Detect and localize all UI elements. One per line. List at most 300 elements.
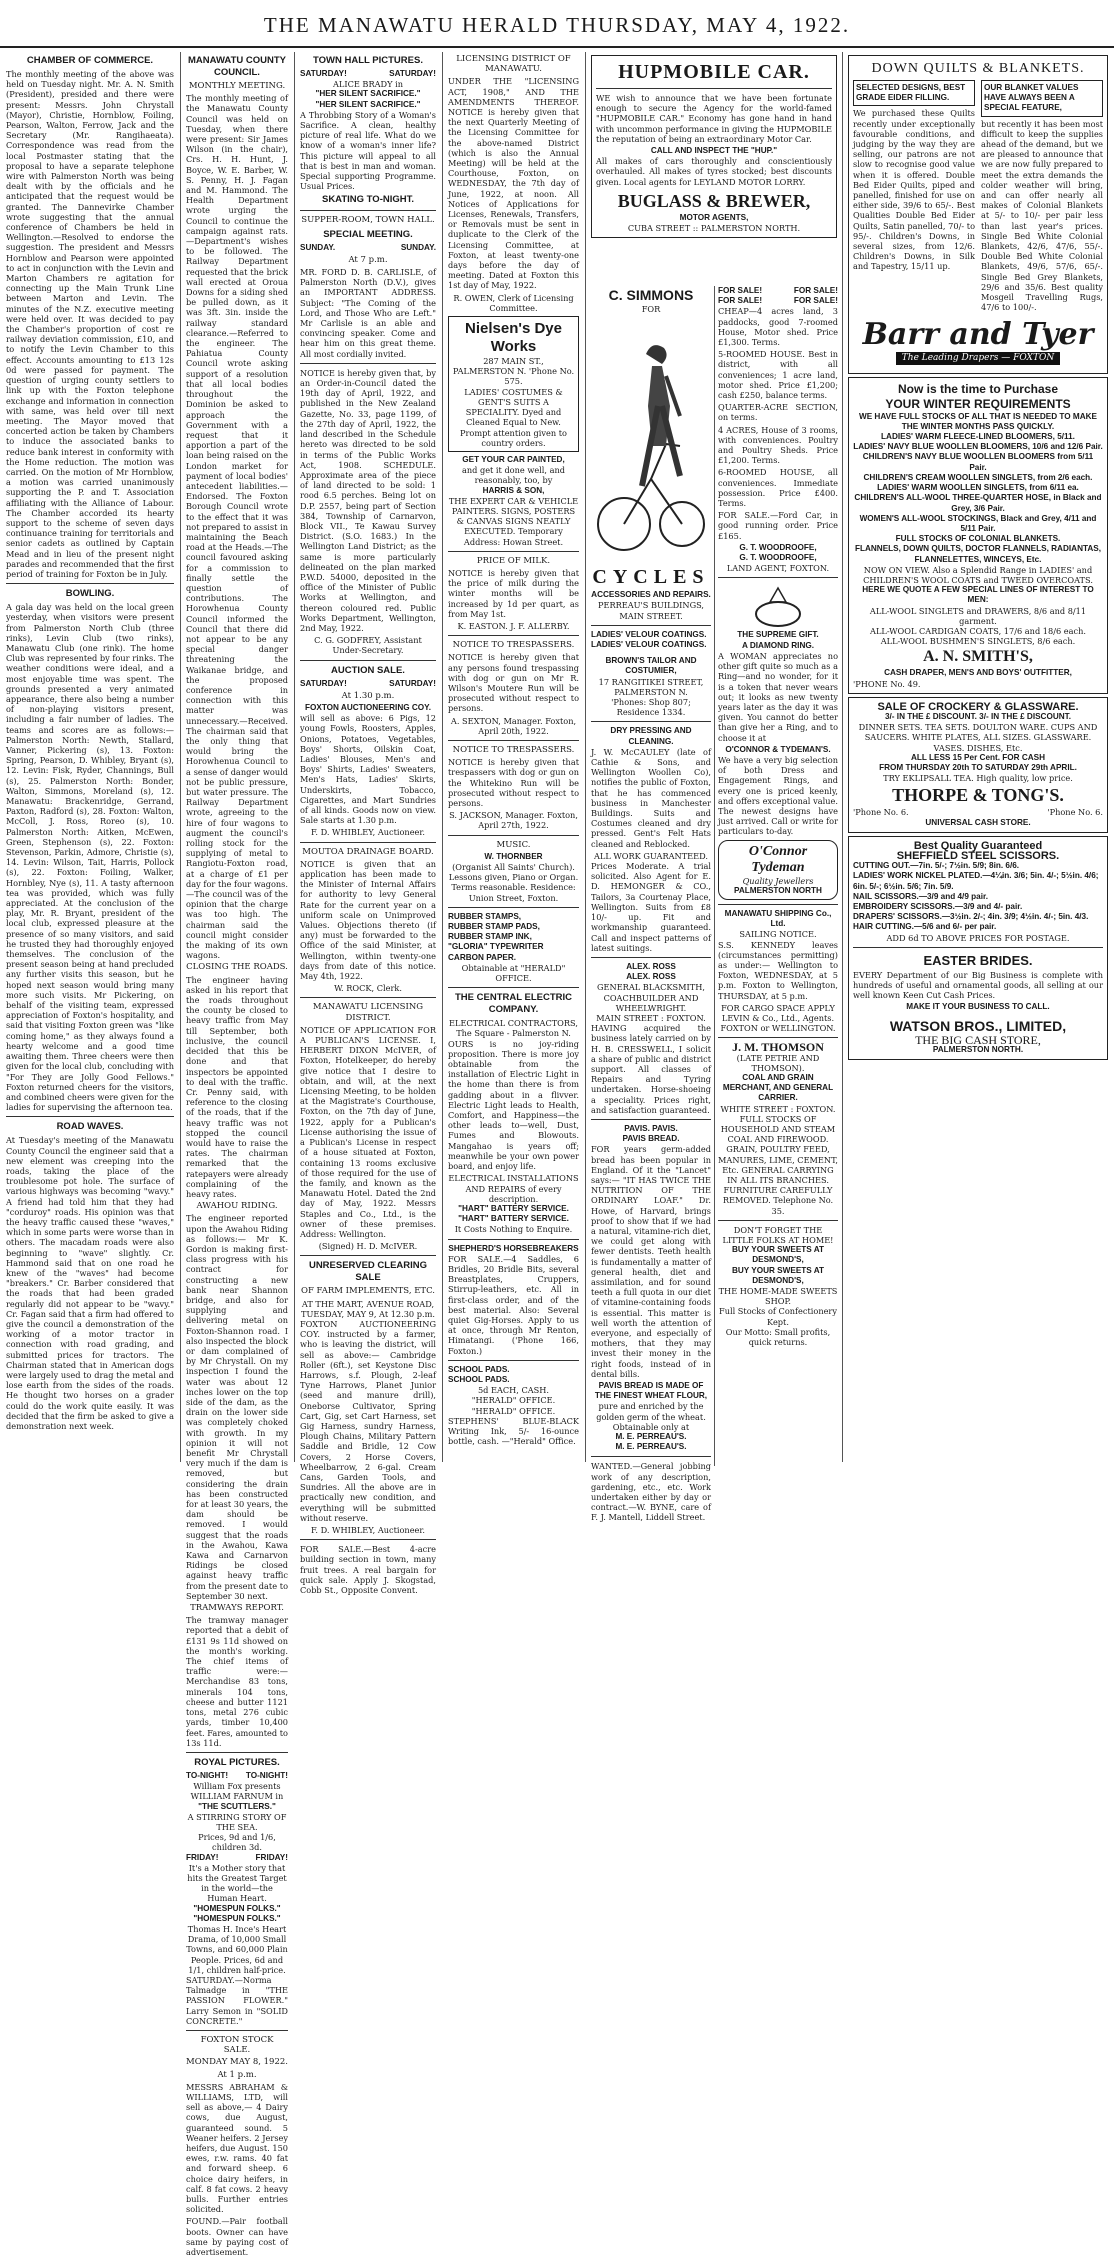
- for-sale-row: [718, 286, 838, 296]
- awahou-article: The engineer reported upon the Awahou Riding as follows:— Mr K. Gordon is making first-class progress with his contract for constructing a new bank near Shannon bridge, and also for supplying and delivering metal on Foxton-Shannon road. I also inspected the block or dam complained of by Mr Chrystall. On my inspection I found the water was about 12 inches lower on the top side of the dam, as the drain on the lower side was completely choked with growth. In my opinion it will not benefit Mr Chrystall very much if the dam is removed, but considering the drain has been constructed for at least 30 years, the dam should be removed. I would suggest that the roads in the Awahou, Kawa Kawa and Carnarvon Ridings be closed against heavy traffic from the present date to September 30 next.: [186, 1213, 288, 1601]
- column-rule: [585, 52, 586, 1462]
- divider: [300, 1539, 436, 1540]
- scuttlers-title: "THE SCUTTLERS.": [198, 1801, 276, 1811]
- divider: [448, 635, 579, 636]
- stamp-line: "GLORIA" TYPEWRITER CARBON PAPER.: [448, 942, 544, 962]
- thorpe-tong: THORPE & TONG'S.: [892, 785, 1064, 806]
- column-rule: [180, 52, 181, 1462]
- winter-line: ALL-WOOL SINGLETS and DRAWERS, 8/6 and 8/11 garment.: [869, 605, 1087, 626]
- watson-bros: WATSON BROS., LIMITED,: [889, 1017, 1067, 1034]
- royal-presents: William Fox presents WILLIAM FARNUM in: [190, 1781, 284, 1802]
- listing: FOR SALE.—Ford Car, in good running order. Price £165.: [718, 510, 838, 541]
- hupmobile-text: WE wish to announce that we have been fortunate enough to secure the Agency for the world-famed "HUPMOBILE CAR." Economy has gone hand in hand with uncommon performance in giving the HUPMOBILE the reputation of being an extraordinary Motor Car.: [596, 93, 832, 144]
- simmons-title: C. SIMMONS: [608, 287, 694, 303]
- down-quilts-title: DOWN QUILTS & BLANKETS.: [871, 61, 1085, 76]
- school-pads: SCHOOL PADS.: [448, 1374, 510, 1384]
- phone-row: [853, 807, 1103, 817]
- scissors-line: DRAPERS' SCISSORS.—3½in. 2/-; 4in. 3/9; 4½in. 4/-; 5in. 4/3.: [853, 912, 1089, 922]
- brown-phones: 'Phones: Shop 807; Residence 1334.: [611, 697, 691, 718]
- easter-text: EVERY Department of our Big Business is complete with hundreds of useful and ornamental goods, all selling at our well known Keen Cut Cash Prices.: [853, 969, 1103, 1001]
- down-quilts-ad: [848, 55, 1108, 374]
- winter-line: FLANNELS, DOWN QUILTS, DOCTOR FLANNELS, RADIANTAS, FLANNELETTES, WINCEYS, Etc.: [854, 544, 1102, 564]
- pavis-text: FOR years germ-added bread has been popular in England. Of it the "Lancet" says:— "IT HAS TWICE THE NUTRITION OF THE ORDINARY LOAF." Dr. Howe, of Harvard, brings proof to show that if we had a natural, vitamine-rich diet, we could get along with fewer dentists. Teeth health is fundamentally a matter of general health, diet and assimilation, and for sound teeth a full quota in our diet of vitamine-containing foods is essential. This matter is well worth the attention of everyone, and especially of mothers, that they may invest their money in the right foods, instead of in dental bills.: [591, 1144, 711, 1379]
- divider: [718, 577, 838, 578]
- for-sale-row: [718, 296, 838, 306]
- licensing-text: NOTICE OF APPLICATION FOR A PUBLICAN'S LICENSE. I, HERBERT DIXON McIVER, of Foxton, Hotelkeeper, do hereby give notice that I desire to obtain, and will, at the next Licensing Meeting, to be holden at the Magistrate's Courthouse, Foxton, on the 7th day of June, 1922, apply for a Publican's License authorising the issue of a Publican's License in respect of a house situated at Foxton, containing 13 rooms exclusive of those required for the use of the family, and known as the Manawatu Hotel. Dated the 2nd day of May, 1922. Messrs Staples and Co., Ltd., is the owner of these premises. Address: Wellington.: [300, 1024, 436, 1239]
- cycles-title: CYCLES: [592, 566, 710, 589]
- divider: [718, 1220, 838, 1221]
- divider: [591, 625, 711, 626]
- divider: [186, 2030, 288, 2031]
- road-waves-article: At Tuesday's meeting of the Manawatu County Council the engineer said that a new element was creeping into the roads, taking the place of the troublesome pot hole. The surface of various highways was becoming "wavy." A friend had told him that they had "corduroy" roads. His opinion was that the heavy traffic caused these "waves," which in some parts were worse than in others. The macadam roads were also beginning to "wave" slightly. Cr. Hammond said that on one road he knew of the "waves" had become "breakers." Cr. Barber considered that the roads that had been graded regularly did not appear to be "wavy." Cr. Fagan said that a firm had offered to give the council a demonstration of the working of a motor tractor in connection with road grading, and submitted prices for tractors. The Chairman stated that in American dogs were largely used to drag the metal and lose earth from the sides of the roads. He thought two horses on a grader could do the work quite easily. It was decided that the firm be asked to give a demonstration next week.: [6, 1135, 174, 1431]
- scissors-line: HAIR CUTTING.—5/6 and 6/- per pair.: [853, 922, 997, 932]
- stock-sale-time: At 1 p.m.: [217, 2069, 257, 2080]
- divider: [591, 1119, 711, 1120]
- winter-line: FULL STOCKS OF COLONIAL BLANKETS.: [895, 534, 1061, 544]
- closing-roads-heading: CLOSING THE ROADS.: [186, 962, 288, 973]
- ross-name: ALEX. ROSS: [626, 961, 676, 971]
- oconnor-logo-line: O'Connor: [748, 843, 808, 859]
- white-street: WHITE STREET : FOXTON.: [720, 1103, 836, 1114]
- winter-line: CHILDREN'S CREAM WOOLLEN SINGLETS, from 2/6 each.: [863, 472, 1093, 482]
- perreau-name: M. E. PERREAU'S.: [615, 1442, 687, 1452]
- make-business: MAKE IT YOUR BUSINESS TO CALL.: [906, 1002, 1050, 1012]
- herald-office: "HERALD" OFFICE.: [471, 1395, 556, 1406]
- now-time: Now is the time to Purchase: [897, 381, 1059, 396]
- brown-address: 17 RANGITIKEI STREET, PALMERSTON N.: [598, 676, 704, 697]
- velour-coatings: LADIES' VELOUR COATINGS.: [591, 629, 707, 639]
- milk-signatures: K. EASTON. J. F. ALLERBY.: [457, 620, 570, 631]
- hupmobile-text2: All makes of cars thoroughly and conscientiously overhauled. All makes of tyres stocked; best discounts given. Local agents for LEYLAND MOTOR LORRY.: [596, 156, 832, 187]
- stamp-line: RUBBER STAMP INK,: [448, 932, 532, 942]
- down-quilts-body: [853, 78, 1103, 314]
- nielsen-text: LADIES' COSTUMES & GENT'S SUITS A SPECIALITY. Dyed and Cleaned Equal to New. Prompt attention given to country orders.: [460, 386, 567, 448]
- council-heading: MANAWATU COUNTY COUNCIL.: [188, 55, 286, 78]
- for-sale-label: FOR SALE!: [793, 286, 838, 295]
- perreau-buildings: PERREAU'S BUILDINGS, MAIN STREET.: [597, 600, 705, 621]
- woodroofe-name: G. T. WOODROOFE,: [739, 542, 817, 552]
- woodroofe-name: G. T. WOODROOFE,: [739, 553, 817, 563]
- divider: [300, 997, 436, 998]
- divider: [448, 907, 579, 908]
- owen-signature: R. OWEN, Clerk of Licensing Committee.: [453, 292, 574, 313]
- trespassers-heading: NOTICE TO TRESPASSERS.: [452, 744, 575, 755]
- thomson-late: (LATE PETRIE AND THOMSON).: [736, 1052, 820, 1073]
- divider: [448, 551, 579, 552]
- dont-forget: DON'T FORGET THE LITTLE FOLKS AT HOME!: [722, 1224, 834, 1246]
- ink-notice: STEPHENS' BLUE-BLACK Writing Ink, 5/- 16-ounce bottle, cash. —"Herald" Office.: [448, 1415, 579, 1447]
- winter-line: HERE WE QUOTE A FEW SPECIAL LINES OF INTEREST TO MEN:: [862, 585, 1094, 605]
- oconnor-city: PALMERSTON NORTH: [734, 885, 822, 895]
- divider: [6, 583, 174, 584]
- divider: [300, 210, 436, 211]
- battery-service: "HART" BATTERY SERVICE.: [458, 1214, 569, 1224]
- for-sale-label: FOR SALE!: [793, 296, 838, 306]
- divider: [591, 1456, 711, 1457]
- scissors-heading2: SHEFFIELD STEEL SCISSORS.: [896, 849, 1060, 862]
- moutoa-text: NOTICE is given that an application has been made to the Minister of Internal Affairs for authority to levy General Rate for the current year on a uniform scale on Unimproved Values. Objections thereto (if any) must be forwarded to the Office of the said Minister, at Wellington, within twenty-one days from date of this notice. May 4th, 1922.: [300, 858, 436, 982]
- saturday-label: SATURDAY!: [389, 69, 436, 78]
- divider: [300, 1255, 436, 1256]
- easter-brides: EASTER BRIDES.: [923, 952, 1033, 968]
- coal-merchant: COAL AND GRAIN MERCHANT, AND GENERAL CARRIER.: [722, 1073, 834, 1103]
- winter-line: CHILDREN'S ALL-WOOL THREE-QUARTER HOSE, in Black and Grey, 3/6 Pair.: [854, 493, 1102, 513]
- mart-details: AT THE MART, AVENUE ROAD, TUESDAY, MAY 9, At 12.30 p.m.: [301, 1298, 435, 1319]
- smith-phone: 'PHONE No. 49.: [853, 678, 921, 689]
- tydeman-logo-line: Tydeman: [751, 859, 805, 875]
- auction-heading: AUCTION SALE.: [331, 664, 405, 676]
- land-agent: LAND AGENT, FOXTON.: [726, 563, 830, 574]
- harris-son: HARRIS & SON,: [482, 485, 545, 495]
- sacrifice-title: "HER SILENT SACRIFICE.": [315, 99, 421, 109]
- column-rule: [714, 286, 715, 1466]
- ross-text: HAVING acquired the business lately carried on by H. B. CRESSWELL, I solicit a share of public and district support. All classes of Repairs and Tyring undertaken. Horse-shoeing a speciality. Prices right, and satisfaction guaranteed.: [591, 1023, 711, 1115]
- central-electric-heading: THE CENTRAL ELECTRIC COMPANY.: [455, 992, 572, 1016]
- sacrifice-title: "HER SILENT SACRIFICE.": [315, 89, 421, 99]
- barr-tyer-name: Barr and Tyer: [862, 317, 1094, 353]
- scissors-line: LADIES' WORK NICKEL PLATED.—4¼in. 3/6; 5in. 4/-; 5½in. 4/6; 6in. 5/-; 6½in. 5/6; 7in. 5/9.: [853, 871, 1099, 891]
- special-meeting-heading: SPECIAL MEETING.: [323, 228, 413, 240]
- crockery-title: SALE OF CROCKERY & GLASSWARE.: [877, 700, 1079, 713]
- dry-pressing-text2: Prices Moderate. A trial solicited. Also Agent for E. D. HEMONGER & CO., Tailors, 3a Courtenay Place, Wellington. Suits from £8 10/- up. Fit and workmanship guaranteed. Call and inspect patterns of latest suitings.: [591, 861, 711, 953]
- milk-heading: PRICE OF MILK.: [476, 555, 551, 566]
- crockery-ad: [848, 697, 1108, 833]
- column-simmons: [591, 286, 711, 1523]
- sunday-label: SUNDAY.: [400, 242, 436, 252]
- stock-sale-heading: FOXTON STOCK SALE.: [200, 2034, 274, 2056]
- harris-text: THE EXPERT CAR & VEHICLE PAINTERS. SIGNS, POSTERS & CANVAS SIGNS NEATLY EXECUTED. Temporary Address: Howan Street.: [448, 495, 579, 547]
- divider: [448, 1360, 579, 1361]
- scissors-line: EMBROIDERY SCISSORS.—3/9 and 4/- pair.: [853, 902, 1023, 911]
- car-painted-heading: GET YOUR CAR PAINTED,: [462, 454, 565, 464]
- nielsen-ad: [448, 316, 579, 452]
- universal-cash-store: UNIVERSAL CASH STORE.: [925, 817, 1031, 827]
- barr-tyer-logo: [853, 318, 1103, 364]
- closing-roads-article: The engineer having asked in his report that the roads throughout the county be closed to heavy traffic from May till September, both inclusive, the council decided that this be done and that inspectors be appointed to deal with the traffic. Cr. Penny said, with reference to the closing of the roads, that if the heavy traffic was not stopped the council would have to raise the rates. The chairman remarked that the ratepayers were already complaining of the heavy rates.: [186, 974, 288, 1199]
- licensing-heading: LICENSING DISTRICT OF MANAWATU.: [456, 54, 571, 75]
- winter-requirements-ad: [848, 377, 1108, 694]
- stamp-line: RUBBER STAMP PADS,: [448, 922, 540, 932]
- electric-sub: ELECTRICAL CONTRACTORS, The Square - Palmerston N.: [449, 1018, 578, 1039]
- oconnor-logo: [718, 840, 838, 900]
- divider: [448, 987, 579, 988]
- friday-row: [186, 1853, 288, 1863]
- divider: [718, 904, 838, 905]
- town-hall-text: A Throbbing Story of a Woman's Sacrifice. A clean, healthy picture of real life. What do we know of a woman's inner life? This picture will appeal to all that is best in man and woman. Special supporting Programme. Usual Prices.: [300, 109, 436, 192]
- section-for-sale: FOR SALE.—Best 4-acre building section in town, many fruit trees. A real bargain for quick sale. Apply J. Skogstad, Cobb St., Opposite Convent.: [300, 1544, 436, 1596]
- auction-time: At 1.30 p.m.: [341, 690, 395, 701]
- wanted-notice: WANTED.—General jobbing work of any description, gardening, etc., etc. Work undertaken either by day or contract.—W. BYNE, care of F. J. Mantell, Liddell Street.: [591, 1461, 711, 1523]
- clearing-sale-heading: UNRESERVED CLEARING SALE: [308, 1260, 428, 1284]
- blanket-values: OUR BLANKET VALUES HAVE ALWAYS BEEN A SPECIAL FEATURE,: [981, 80, 1103, 117]
- thomson-name: J. M. THOMSON: [732, 1040, 824, 1055]
- clearing-sale-sub: OF FARM IMPLEMENTS, ETC.: [300, 1286, 436, 1297]
- tonight-label: TO-NIGHT!: [245, 1770, 288, 1780]
- tonight-label: TO-NIGHT!: [186, 1770, 229, 1780]
- saturday-label: SATURDAY!: [389, 678, 436, 688]
- pavis-pure: pure and enriched by the golden germ of the wheat.: [596, 1401, 706, 1422]
- tramways-heading: TRAMWAYS REPORT.: [190, 1603, 284, 1614]
- friday-label: FRIDAY!: [255, 1852, 288, 1862]
- confectionery: Full Stocks of Confectionery Kept.: [719, 1306, 837, 1327]
- scissors-ad: [848, 836, 1108, 1060]
- licensing-district-heading: MANAWATU LICENSING DISTRICT.: [312, 1002, 424, 1023]
- big-cash-store: THE BIG CASH STORE,: [915, 1032, 1041, 1047]
- hupmobile-call: CALL AND INSPECT THE "HUP.": [650, 146, 778, 156]
- ross-sub: GENERAL BLACKSMITH, COACHBUILDER AND WHEELWRIGHT.: [597, 982, 705, 1013]
- ring-text2: We have a very big selection of both Dress and Engagement Rings, and every one is priced keenly, and offers exceptional value. The newest designs have just arrived. Call or write for particulars to-day.: [718, 754, 838, 837]
- phone-label: 'Phone No. 6.: [853, 807, 909, 818]
- smith-sub: CASH DRAPER, MEN'S AND BOYS' OUTFITTER,: [884, 668, 1072, 678]
- column-county-council: [186, 52, 288, 2257]
- school-pads: SCHOOL PADS.: [448, 1364, 510, 1374]
- nielsen-address: 287 MAIN ST., PALMERSTON N. 'Phone No. 575.: [452, 356, 575, 387]
- column-drapers: [848, 52, 1108, 1466]
- royal-story: A STIRRING STORY OF THE SEA.: [187, 1811, 287, 1832]
- supreme-gift: THE SUPREME GIFT.: [737, 630, 819, 640]
- stock-sale-date: MONDAY MAY 8, 1922.: [186, 2057, 288, 2068]
- pavis-obtainable: Obtainable only at: [612, 1421, 690, 1432]
- divider: [596, 88, 832, 89]
- listing: 6-ROOMED HOUSE, all conveniences. Immediate possession. Price £400. Terms.: [718, 467, 838, 509]
- column-land-agent: [718, 286, 838, 1466]
- friday-label: FRIDAY!: [186, 1852, 219, 1862]
- royal-prices: Prices, 9d and 1/6, children 3d.: [198, 1832, 276, 1853]
- special-meeting-text: MR. FORD D. B. CARLISLE, of Palmerston North (D.V.), gives an IMPORTANT ADDRESS. Subject: "The Coming of the Lord, and Those Who are Left." Mr Carlisle is an able and convincing speaker. Come and hear him on this great theme. All most cordially invited.: [300, 267, 436, 359]
- chamber-article: The monthly meeting of the above was held on Tuesday night. Mr. A. N. Smith (President), presided and there were present: Messrs. John Chrystall (Mayor), Christie, Hornblow, Foiling, Pearson, Walton, Ferrow, Jack and the Secretary (Mr. Rangihaeata). Correspondence was read from the local Postmaster stating that the proposal to have a separate telephone wire with Palmerston North was being dealt with by the officials and he anticipated that the request would be granted. The Dannevirke Chamber wrote suggesting that the annual conference of Chambers be held in Wellington.—Resolved to endorse the suggestion. The president and Messrs Hornblow and Pearson were appointed to act in conjunction with the Levin and Marton Chambers re agitation for connecting up the Main Trunk Line between Marton and Levin. The minutes of the N.Z. executive meeting were held over. It was decided to pay the Chamber's proportion of cost re railway deviation commission, £10, and to notify the Levin Chamber to this effect. Accounts amounting to £13 12s 0d were passed for payment. The question of urging county settlers to link up with the Foxton telephone exchange and information in connection with same, was held over till next meeting. The Mayor moved that concerted action be taken by Chambers to induce the associated banks to reduce bank interest in conformity with the Home reduction. The motion was carried. On the motion of Mr Hornblow, a motion was carried unanimously supporting the P. and T. Association affiliating with the Alliance of Labour. The Chamber accorded its hearty support to the scheme of seven days continuance training for territorials and senior cadets as outlined by Captain Mead and in lieu of the present night parades and recommended that the first period of training for Foxton be in July.: [6, 69, 174, 579]
- ross-name: ALEX. ROSS: [626, 972, 676, 982]
- shipping-text: S.S. KENNEDY leaves (circumstances permitting) as under:— Wellington to Foxton, WEDNESDAY, at 5 p.m. Foxton to Wellington, THURSDAY, at 5 p.m.: [718, 939, 838, 1001]
- saturday-label: SATURDAY!: [300, 69, 347, 78]
- battery-service: "HART" BATTERY SERVICE.: [458, 1203, 569, 1213]
- stamp-line: RUBBER STAMPS,: [448, 911, 522, 921]
- public-works-notice: NOTICE is hereby given that, by an Order-in-Council dated the 19th day of April, 1922, and published in the New Zealand Gazette, No. 33, page 1199, of the 27th day of April, 1922, the land described in the Schedule hereto was directed to be sold in terms of the Public Works Act, 1908. SCHEDULE. Approximate area of the piece of land directed to be sold: 1 rood 6.5 perches. Being lot on D.P. 2557, being part of Section 384, Township of Carnarvon, Block VII., Te Kawau Survey District. (S.O. 1683.) In the Wellington Land District; as the same is more particularly delineated on the plan marked P.W.D. 54000, deposited in the office of the Minister of Public Works at Wellington, and thereon coloured red. Public Works Department, Wellington, 2nd May, 1922.: [300, 367, 436, 633]
- winter-line: NOW ON VIEW. Also a Splendid Range in LADIES' and CHILDREN'S WOOL COATS and TWEED OVERCOATS.: [863, 564, 1093, 585]
- skating-heading: SKATING TO-NIGHT.: [321, 194, 414, 206]
- listing: CHEAP—4 acres land, 3 paddocks, good 7-roomed House, Motor shed. Price £1,300. Terms.: [718, 306, 838, 348]
- dry-pressing-heading: DRY PRESSING AND CLEANING.: [610, 726, 692, 746]
- smith-name: A. N. SMITH'S,: [923, 648, 1033, 666]
- mciver-signature: (Signed) H. D. McIVER.: [318, 1241, 418, 1252]
- buglass-address: CUBA STREET :: PALMERSTON NORTH.: [627, 223, 801, 234]
- road-waves-heading: ROAD WAVES.: [56, 1121, 124, 1133]
- selected-designs: SELECTED DESIGNS, BEST GRADE EIDER FILLING.: [853, 80, 975, 106]
- music-text: (Organist All Saints' Church). Lessons given, Piano or Organ. Terms reasonable. Residence: Union Street, Foxton.: [448, 862, 579, 903]
- hupmobile-ad: [591, 55, 837, 238]
- column-rule: [442, 52, 443, 1462]
- divider: [300, 363, 436, 364]
- jackson-signature: S. JACKSON, Manager. Foxton, April 27th, 1922.: [449, 810, 578, 831]
- cargo-text: FOR CARGO SPACE APPLY LEVIN & Co., Ltd., Agents. FOXTON or WELLINGTON.: [720, 1002, 836, 1034]
- buy-sweets: BUY YOUR SWEETS AT DESMOND'S,: [731, 1245, 825, 1265]
- barr-tyer-tagline: The Leading Drapers — FOXTON: [896, 352, 1060, 364]
- sunday-label: SUNDAY.: [300, 242, 336, 252]
- motor-agents: MOTOR AGENTS,: [679, 212, 749, 222]
- music-heading: MUSIC.: [496, 839, 531, 850]
- thornber-name: W. THORNBER: [484, 851, 543, 861]
- shepherd-heading: SHEPHERD'S HORSEBREAKERS: [448, 1243, 579, 1253]
- sailing-notice: SAILING NOTICE.: [739, 929, 817, 940]
- winter-line: CHILDREN'S NAVY BLUE WOOLLEN BLOOMERS from 5/11 Pair.: [862, 452, 1094, 472]
- winter-line: LADIES' WARM WOOLLEN SINGLETS, from 6/11 ea.: [877, 483, 1079, 493]
- licensing-notice: UNDER THE "LICENSING ACT, 1908," AND THE AMENDMENTS THEREOF. NOTICE is hereby given that the next Quarterly Meeting of the Licensing Committee for the above-named District (which is also the Annual Meeting) will be held at the Courthouse, Foxton, on WEDNESDAY, the 7th day of June, 1922, at noon. All Notices of Applications for Licenses, Renewals, Transfers, or Removals must be sent in duplicate to the Clerk of the Licensing Committee, at Foxton, at least twenty-one days before the day of meeting. Dated at Foxton this 1st day of May, 1922.: [448, 76, 579, 291]
- column-notices: [448, 52, 579, 1466]
- winter-line: ALL-WOOL CARDIGAN COATS, 17/6 and 18/6 each.: [870, 625, 1086, 636]
- listing: 4 ACRES, House of 3 rooms, with conveniences. Poultry and Poultry Sheds. Price £1,200. Terms.: [718, 424, 838, 466]
- palmerston-north: PALMERSTON NORTH.: [932, 1044, 1024, 1054]
- hupmobile-title: HUPMOBILE CAR.: [618, 61, 810, 83]
- trespassers-text: NOTICE is hereby given that any persons found trespassing with dog or gun on Mr R. Wilson's Moutere Run will be prosecuted without respect to persons.: [448, 652, 579, 714]
- saturday-row: [300, 69, 436, 79]
- buglass-brewer: BUGLASS & BREWER,: [617, 190, 811, 211]
- divider: [300, 842, 436, 843]
- divider: [591, 721, 711, 722]
- divider: [448, 740, 579, 741]
- council-article: The monthly meeting of the Manawatu County Council was held on Tuesday, when there were present: Sir James Wilson (in the chair), Crs. H. H. Hunt, J. Boyce, W. E. Barber, W. S. Penny, H. J. Fagan and M. Hammond. The Health Department wrote urging the Council to continue the campaign against rats.—Department's wishes to be followed. The Railway Department requested that the brick wall erected at Oroua Downs for a siding shed be pulled down, as it was 3ft. 3in. inside the railway standard clearance.—Referred to the engineer. The Pahiatua County Council wrote asking support of a resolution that all local bodies throughout the Dominion be asked to approach the Government with a request that it apportion a part of the loan being raised on the London market for payment of local bodies' antecedent liabilities.—Endorsed. The Foxton Borough Council wrote to the effect that it was not prepared to assist in maintaining the Beach road at the Heads.—The council favoured asking for a commission to finally settle the question of contributions. The Horowhenua County Council informed the Council that there did not appear to be any special danger threatening the Waikanae bridge, and the proposed conference in connection with this matter was unnecessary.—Received. The chairman said that the only thing that would bring the Horowhenua Council to a sense of danger would not be public pressure, but water pressure. The Railway Department wrote, agreeing to the hire of four wagons to augment the council's rolling stock for the supplying of metal to Rangiotu-Foxton road, at a charge of £1 per day for the four wagons.—The council was of the opinion that the charge was too high. The chairman said the council might consider the making of its own wagons.: [186, 93, 288, 961]
- trespassers-heading: NOTICE TO TRESPASSERS.: [452, 640, 575, 651]
- winter-line: WOMEN'S ALL-WOOL STOCKINGS, Black and Grey, 4/11 and 5/11 Pair.: [859, 513, 1097, 533]
- town-hall-heading: TOWN HALL PICTURES.: [313, 55, 423, 66]
- accessories: ACCESSORIES AND REPAIRS.: [591, 590, 711, 600]
- chamber-heading: CHAMBER OF COMMERCE.: [26, 55, 154, 66]
- shipping-heading: MANAWATU SHIPPING Co., Ltd.: [724, 908, 832, 929]
- costs-nothing: It Costs Nothing to Enquire.: [454, 1224, 573, 1235]
- ross-address: MAIN STREET : FOXTON.: [596, 1012, 706, 1023]
- herald-office: Obtainable at "HERALD" OFFICE.: [461, 962, 566, 984]
- winter-line: ALL-WOOL BUSHMEN'S SINGLETS, 8/6 each.: [880, 636, 1076, 647]
- coal-text: FULL STOCKS OF HOUSEHOLD AND STEAM COAL AND FIREWOOD. GRAIN, POULTRY FEED, MANURES, LIME, CEMENT, Etc. GENERAL CARRYING IN ALL ITS BRANCHES. FURNITURE CAREFULLY REMOVED. Telephone No. 35.: [718, 1113, 838, 1216]
- velour-coatings: LADIES' VELOUR COATINGS.: [591, 640, 707, 650]
- blankets-text: but recently it has been most difficult to keep the supplies ahead of the demand, but we are pleased to announce that we are now fully prepared to meet the extra demands the colder weather will bring, and can offer nearly all makes of Colonial Blankets at 5/- to 10/- per pair less than last year's prices. Single Bed White Colonial Blankets, 42/6, 47/6, 55/-. Double Bed White Colonial Blankets, 49/6, 57/6, 65/-. Single Bed Grey Blankets, 29/6 and 35/6. Best quality Mosgeil Travelling Rugs, 47/6 to 100/-.: [981, 118, 1103, 313]
- rock-signature: W. ROCK, Clerk.: [334, 983, 402, 994]
- friday-text2: Thomas H. Ince's Heart Drama, of 10,000 Small Towns, and 60,000 Plain People. Prices, 6d and 1/1, children half-price.: [186, 1923, 288, 1975]
- all-work-guaranteed: ALL WORK GUARANTEED.: [593, 850, 709, 861]
- less-cash: ALL LESS 15 Per Cent. FOR CASH: [910, 752, 1046, 762]
- saturday-label: SATURDAY!: [300, 678, 347, 688]
- whibley-signature: F. D. WHIBLEY, Auctioneer.: [310, 827, 426, 838]
- quilts-right: [981, 78, 1103, 314]
- ring-illustration: [728, 582, 828, 630]
- for-sale-label: FOR SALE!: [718, 296, 763, 306]
- winter-line: LADIES' WARM FLEECE-LINED BLOOMERS, 5/11.: [881, 432, 1075, 442]
- divider: [300, 660, 436, 661]
- council-subheading: MONTHLY MEETING.: [188, 81, 286, 91]
- auction-text: will sell as above: 6 Pigs, 12 young Fowls, Roosters, Apples, Onions, Potatoes, Vegetables, Boys' Shorts, Oilskin Coat, Ladies' Blouses, Men's and Boys' Shirts, Ladies' Sweaters, Men's Hats, Ladies' Skirts, Underskirts, Tobacco, Cigarettes, and Mart Sundries of all kinds. Goods now on view. Sale starts at 1.30 p.m.: [300, 713, 436, 826]
- winter-line: WE HAVE FULL STOCKS OF ALL THAT IS NEEDED TO MAKE THE WINTER MONTHS PASS QUICKLY.: [858, 411, 1098, 431]
- scissors-heading1: Best Quality Guaranteed: [913, 839, 1043, 852]
- sale-dates: FROM THURSDAY 20th TO SATURDAY 29th APRIL.: [879, 762, 1077, 772]
- motto: Our Motto: Small profits, quick returns.: [725, 1326, 831, 1348]
- awahou-heading: AWAHOU RIDING.: [196, 1201, 278, 1212]
- clearing-sale-text: FOXTON AUCTIONEERING COY. instructed by a farmer, who is leaving the district, will sell as above:— Cambridge Roller (6ft.), set Keystone Disc Harrows, s.f. Plough, 2-leaf Tyne Harrows, Planet Junior (seed and manure drill), Oneborse Cultivator, Spring Cart, Gig, set Cart Harness, set Gig Harness, sundry Harness, Plough Chains, Military Pattern Saddle and Bridle, 12 Cow Covers, 2 Horse Covers, Wheelbarrow, 2 6-gal. Cream Cans, Garden Tools, and Sundries. All the above are in practically new condition, and everything will be submitted without reserve.: [300, 1318, 436, 1523]
- sunday-row: [300, 243, 436, 253]
- milk-text: NOTICE is hereby given that the price of milk during the winter months will be increased by 1d per quart, as from May 1st.: [448, 567, 579, 619]
- column-rule: [842, 52, 843, 1462]
- column-town-hall: [300, 52, 436, 1596]
- dry-pressing-text: J. W. McCAULEY (late of Cathie & Sons, and Wellington Woollen Co), notifies the public of Foxton, that he has commenced business in Manchester Buildings. Suits and Costumes cleaned and dry pressed. Gent's Felt Hats cleaned and Reblocked.: [591, 746, 711, 849]
- saturday-text: SATURDAY.—Norma Talmadge in "THE PASSION FLOWER." Larry Semon in "SOLID CONCRETE.": [186, 1974, 288, 2026]
- divider: [853, 947, 1103, 948]
- found-notice: FOUND.—Pair football boots. Owner can have same by paying cost of advertisement.: [186, 2216, 288, 2257]
- divider: [186, 1752, 288, 1753]
- friday-text: It's a Mother story that hits the Greatest Target in the world—the Human Heart.: [187, 1862, 287, 1904]
- phone-label: 'Phone No. 6.: [1047, 807, 1103, 818]
- supper-room: SUPPER-ROOM, TOWN HALL.: [301, 215, 435, 226]
- meeting-time: At 7 p.m.: [348, 254, 388, 265]
- scissors-line: NAIL SCISSORS.—3/9 and 4/9 pair.: [853, 891, 988, 901]
- masthead: THE MANAWATU HERALD THURSDAY, MAY 4, 1922.: [0, 0, 1114, 48]
- moutoa-heading: MOUTOA DRAINAGE BOARD.: [302, 846, 434, 857]
- postage-note: ADD 6d TO ABOVE PRICES FOR POSTAGE.: [886, 932, 1070, 943]
- perreau-name: M. E. PERREAU'S.: [615, 1432, 687, 1442]
- listing: 5-ROOMED HOUSE. Best in district, with all conveniences; 1 acre land, motor shed. Price £1,200; cash £250, balance terms.: [718, 349, 838, 401]
- pavis-heading: PAVIS. PAVIS.: [624, 1123, 678, 1133]
- stock-sale-text: MESSRS ABRAHAM & WILLIAMS, LTD, will sell as above,— 4 Dairy cows, due August, guaranteed sound. 5 Weaner heifers. 2 Jersey heifers, due August. 150 ewes, r.w. rams. 40 fat and forward sheep. 6 choice dairy heifers, in calf. 8 fat cows. 2 heavy bulls. Further entries solicited.: [186, 2081, 288, 2215]
- tramways-article: The tramway manager reported that a debit of £131 9s 11d showed on the month's working. The chief items of traffic were:—Merchandise 83 tons, minerals 104 tons, cheese and butter 1121 tons, metal 276 cubic yards, timber 10,400 feet. Fares, amounted to 13s 11d.: [186, 1615, 288, 1748]
- ring-text: A WOMAN appreciates no other gift quite so much as a Ring—and no wonder, for it is a token that never wears out; it looks as new twenty years later as the day it was given. You cannot do better than give her a Ring, and to choose it at: [718, 650, 838, 743]
- buy-sweets: BUY YOUR SWEETS AT DESMOND'S,: [731, 1265, 825, 1285]
- divider: [6, 1116, 174, 1117]
- trespassers-text: NOTICE is hereby given that trespassers with dog or gun on the Whitekino Run will be prosecuted without respect to persons.: [448, 757, 579, 808]
- saturday-row: [300, 679, 436, 689]
- winter-line: LADIES' NAVY BLUE WOOLLEN BLOOMERS, 10/6 and 12/6 Pair.: [853, 442, 1103, 452]
- bowling-article: A gala day was held on the local green yesterday, when visitors were present from Palmerston North Club (three rinks), Levin Club (two rinks), Manawatu Club (one rink). The home Club was represented by four rinks. The weather conditions were ideal, and a most enjoyable time was spent. The grounds presented a very animated appearance, there also being a number of non-playing visitors present, including a fair number of ladies. The teams and scores are as follows:— Palmerston North: Newth, Stallard, Vanner, Pickering (s), 13. Foxton: Spring, Pearson, D. Whibley, Bryant (s), 12. Levin: Fisk, Ryder, Channings, Bull (s), 25. Palmerston North: Bonder, Walton, Simmons, Moreland (s), 12. Manawatu: Brackenridge, Gerrand, Paxton, Radford (s), 28. Foxton: Walton, McColl, J. Ross, Roreo (s), 10. Palmerston North: Aitken, McEwen, Green, Stephenson (s), 22. Foxton: Stevenson, Parkin, Admore, Christie (s), 14. Levin: Wilson, Tait, Harris, Pollock (s), 22. Foxton: Foiling, Walker, Hornbley, Nye (s), 11. A tasty afternoon tea was provided, which was fully appreciated. At the conclusion of the play, Mr. R. Bryant, president of the local club, expressed pleasure at the presence of so many visitors, and said he trusted they had thoroughly enjoyed themselves. The conclusion of the present season being at hand precluded any further visits this season, but he hoped next season would bring many more such visits. Mr Pickering, on behalf of the visiting team, expressed appreciation of Foxton's hospitality, and said that visiting Foxton green was "like coming home," as they always found a hearty welcome and a good time awaiting them. Three cheers were then given for the local club, concluding with "For They are Jolly Good Fellows." Foxton returned cheers for the visitors, and combined cheers were given for the ladies for supervising the afternoon tea.: [6, 602, 174, 1113]
- winter-heading: YOUR WINTER REQUIREMENTS: [885, 396, 1071, 411]
- whibley-signature: F. D. WHIBLEY, Auctioneer.: [310, 1525, 426, 1535]
- car-painted-text: and get it done well, and reasonably, too, by: [461, 465, 566, 486]
- brown-tailor: BROWN'S TAILOR AND COSTUMIER,: [605, 656, 697, 676]
- nielsen-title: Nielsen's Dye Works: [465, 320, 562, 356]
- crockery-items: DINNER SETS. TEA SETS. DOULTON WARE. CUPS AND SAUCERS. WHITE PLATES, ALL SIZES. GLASSWARE. VASES. DISHES, Etc.: [858, 722, 1098, 753]
- install-text: ELECTRICAL INSTALLATIONS AND REPAIRS of every description.: [448, 1173, 579, 1204]
- sexton-signature: A. SEXTON, Manager. Foxton, April 20th, 1922.: [450, 715, 577, 736]
- oconnor-tydeman: O'CONNOR & TYDEMAN'S.: [725, 744, 831, 754]
- column-chamber-bowling: [6, 52, 174, 1466]
- homespun-title: "HOMESPUN FOLKS.": [193, 1913, 281, 1923]
- school-pads-price: 5d EACH, CASH.: [477, 1385, 550, 1396]
- quality-jewellers: Quality Jewellers: [742, 875, 814, 886]
- alice-brady: ALICE BRADY in: [333, 79, 403, 90]
- quilts-text: We purchased these Quilts recently under exceptionally favourable conditions, and judging by the way they are selling, our patrons are not slow to recognise good value when it is offered. Double Bed Eider Quilts, piped and panelled, finished for use on either side, 39/6 to 65/-. Best Qualities Double Bed Eider Quilts, Satin panelled, 70/- to 95/-. Children's Downs, in several sizes, from 12/6. Children's Downs, in Silk and Tapestry, 15/11 up.: [853, 108, 975, 272]
- divider: [591, 957, 711, 958]
- sweets-shop: THE HOME-MADE SWEETS SHOP.: [718, 1286, 838, 1307]
- royal-pictures-heading: ROYAL PICTURES.: [194, 1756, 280, 1768]
- for-sale-label: FOR SALE!: [718, 286, 763, 295]
- tea-line: TRY EKLIPSALL TEA. High quality, low price.: [883, 773, 1073, 784]
- column-rule: [294, 52, 295, 1462]
- pavis-made: PAVIS BREAD IS MADE OF THE FINEST WHEAT FLOUR,: [594, 1381, 708, 1401]
- godfrey-signature: C. G. GODFREY, Assistant Under-Secretary.: [314, 635, 422, 656]
- divider: [448, 835, 579, 836]
- simmons-for: FOR: [641, 304, 661, 314]
- divider: [718, 1037, 838, 1038]
- quilts-left: [853, 78, 975, 314]
- divider: [448, 1239, 579, 1240]
- discount: 3/- IN THE £ DISCOUNT. 3/- IN THE £ DISCOUNT.: [884, 711, 1072, 721]
- pavis-bread-heading: PAVIS BREAD.: [622, 1134, 680, 1144]
- diamond-ring: A DIAMOND RING.: [741, 640, 815, 650]
- scissors-line: CUTTING OUT.—7in. 5/-; 7½in. 5/9; 8in. 6/6.: [853, 861, 1020, 871]
- herald-office: "HERALD" OFFICE.: [471, 1405, 556, 1416]
- shepherd-text: FOR SALE.—4 Saddles, 6 Bridles, 20 Bridle Bits, several Breastplates, Cruppers, Stirrup-leathers, etc. All in first-class order, and of the best material. Also: Several quiet Gig-Horses. Apply to us at once, through Mr Renton, Himatangi. ('Phone 166, Foxton.): [448, 1253, 579, 1356]
- listing: QUARTER-ACRE SECTION, on terms.: [718, 402, 838, 423]
- cyclist-illustration: [596, 314, 706, 564]
- tonight-row: [186, 1771, 288, 1781]
- bowling-heading: BOWLING.: [65, 588, 115, 600]
- foxton-auctioneering: FOXTON AUCTIONEERING COY.: [304, 702, 431, 712]
- electric-text: OURS is no joy-riding proposition. There is more joy obtainable from the installation of Electric Light in the home than there is from gadding about in a flivver. Electric Light leads to Health, Comfort, and Happiness—the other leads to—well, Dust, Fumes and Blowouts. Mangahao is years off; meanwhile be your own power board, and enjoy life.: [448, 1038, 579, 1172]
- homespun-title: "HOMESPUN FOLKS.": [193, 1903, 281, 1913]
